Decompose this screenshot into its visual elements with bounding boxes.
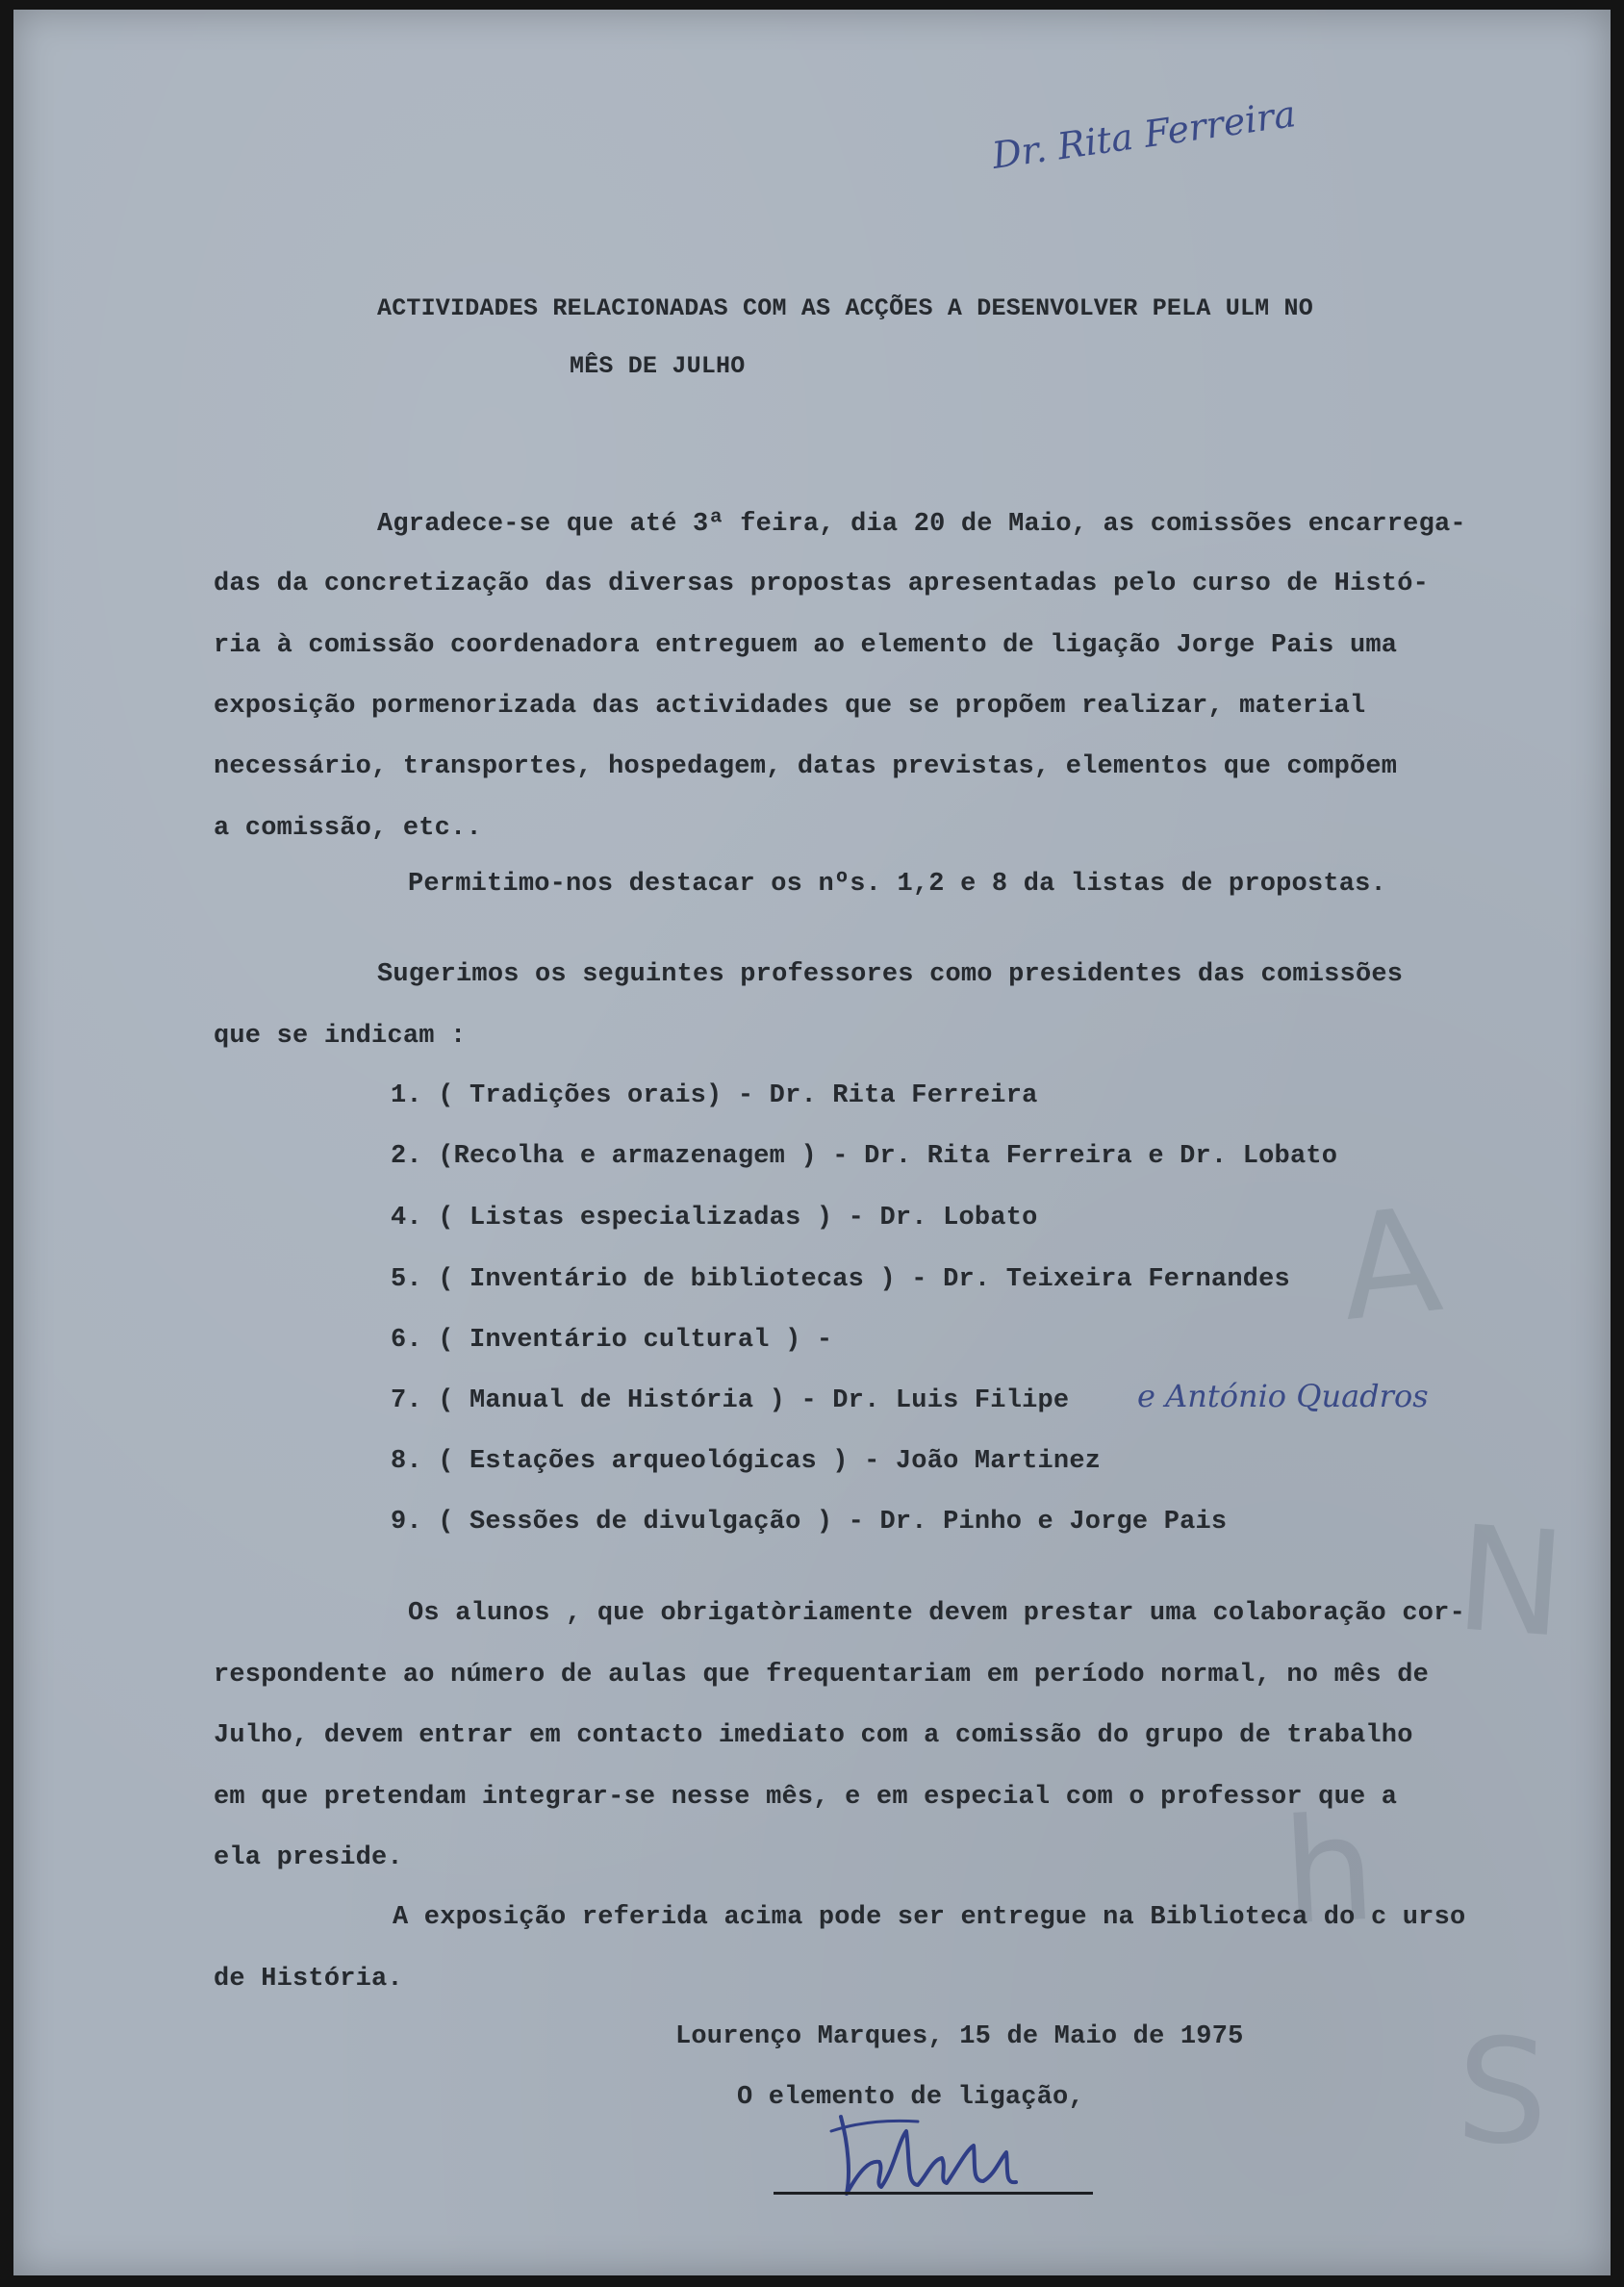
paragraph-4-line: Julho, devem entrar em contacto imediato com a comissão do grupo de trabalho: [214, 1721, 1413, 1750]
list-item: 5. ( Inventário de bibliotecas ) - Dr. Teixeira Fernandes: [391, 1265, 1290, 1294]
handwritten-annotation-item-7: e António Quadros: [1137, 1378, 1429, 1414]
paragraph-2: Permitimo-nos destacar os nºs. 1,2 e 8 da listas de propostas.: [408, 870, 1386, 899]
paragraph-4-line: Os alunos , que obrigatòriamente devem prestar uma colaboração cor-: [408, 1599, 1465, 1628]
list-item: 1. ( Tradições orais) - Dr. Rita Ferreira: [391, 1081, 1038, 1110]
paragraph-4-line: ela preside.: [214, 1843, 403, 1872]
paragraph-1-line: das da concretização das diversas propostas apresentadas pelo curso de Histó-: [214, 570, 1430, 598]
title-line-2: MÊS DE JULHO: [570, 352, 746, 380]
paragraph-4-line: respondente ao número de aulas que frequentariam em período normal, no mês de: [214, 1661, 1430, 1690]
paragraph-4-line: em que pretendam integrar-se nesse mês, e em especial com o professor que a: [214, 1783, 1398, 1812]
list-item: 2. (Recolha e armazenagem ) - Dr. Rita Ferreira e Dr. Lobato: [391, 1142, 1338, 1171]
list-item: 9. ( Sessões de divulgação ) - Dr. Pinho e Jorge Pais: [391, 1508, 1228, 1537]
closing-line: O elemento de ligação,: [737, 2083, 1084, 2112]
handwritten-annotation-top: Dr. Rita Ferreira: [989, 92, 1299, 177]
paragraph-1-line: necessário, transportes, hospedagem, datas previstas, elementos que compõem: [214, 752, 1398, 781]
list-item: 4. ( Listas especializadas ) - Dr. Lobato: [391, 1204, 1038, 1232]
document-page: [13, 10, 1611, 2275]
place-date: Lourenço Marques, 15 de Maio de 1975: [675, 2022, 1244, 2051]
paragraph-5-line: A exposição referida acima pode ser entregue na Biblioteca do c urso: [393, 1903, 1466, 1932]
paragraph-3-line: Sugerimos os seguintes professores como presidentes das comissões: [377, 960, 1404, 989]
title-line-1: ACTIVIDADES RELACIONADAS COM AS ACÇÕES A DESENVOLVER PELA ULM NO: [377, 294, 1313, 322]
paragraph-1-line: a comissão, etc..: [214, 814, 482, 843]
bleed-through-mark: S: [1453, 2007, 1552, 2178]
paragraph-3-line: que se indicam :: [214, 1022, 467, 1051]
bleed-through-mark: h: [1279, 1785, 1380, 1958]
list-item: 6. ( Inventário cultural ) -: [391, 1326, 833, 1355]
paragraph-5-line: de História.: [214, 1965, 403, 1994]
paragraph-1-line: ria à comissão coordenadora entreguem ao elemento de ligação Jorge Pais uma: [214, 631, 1398, 660]
paragraph-1-line: Agradece-se que até 3ª feira, dia 20 de Maio, as comissões encarrega-: [377, 510, 1466, 539]
list-item: 8. ( Estações arqueológicas ) - João Martinez: [391, 1447, 1102, 1476]
handwritten-signature: [802, 2093, 1110, 2208]
bleed-through-mark: N: [1451, 1495, 1571, 1670]
list-item: 7. ( Manual de História ) - Dr. Luis Filipe: [391, 1386, 1070, 1415]
bleed-through-mark: A: [1332, 1177, 1449, 1354]
signature-line: [774, 2192, 1093, 2195]
paragraph-1-line: exposição pormenorizada das actividades que se propõem realizar, material: [214, 692, 1366, 721]
